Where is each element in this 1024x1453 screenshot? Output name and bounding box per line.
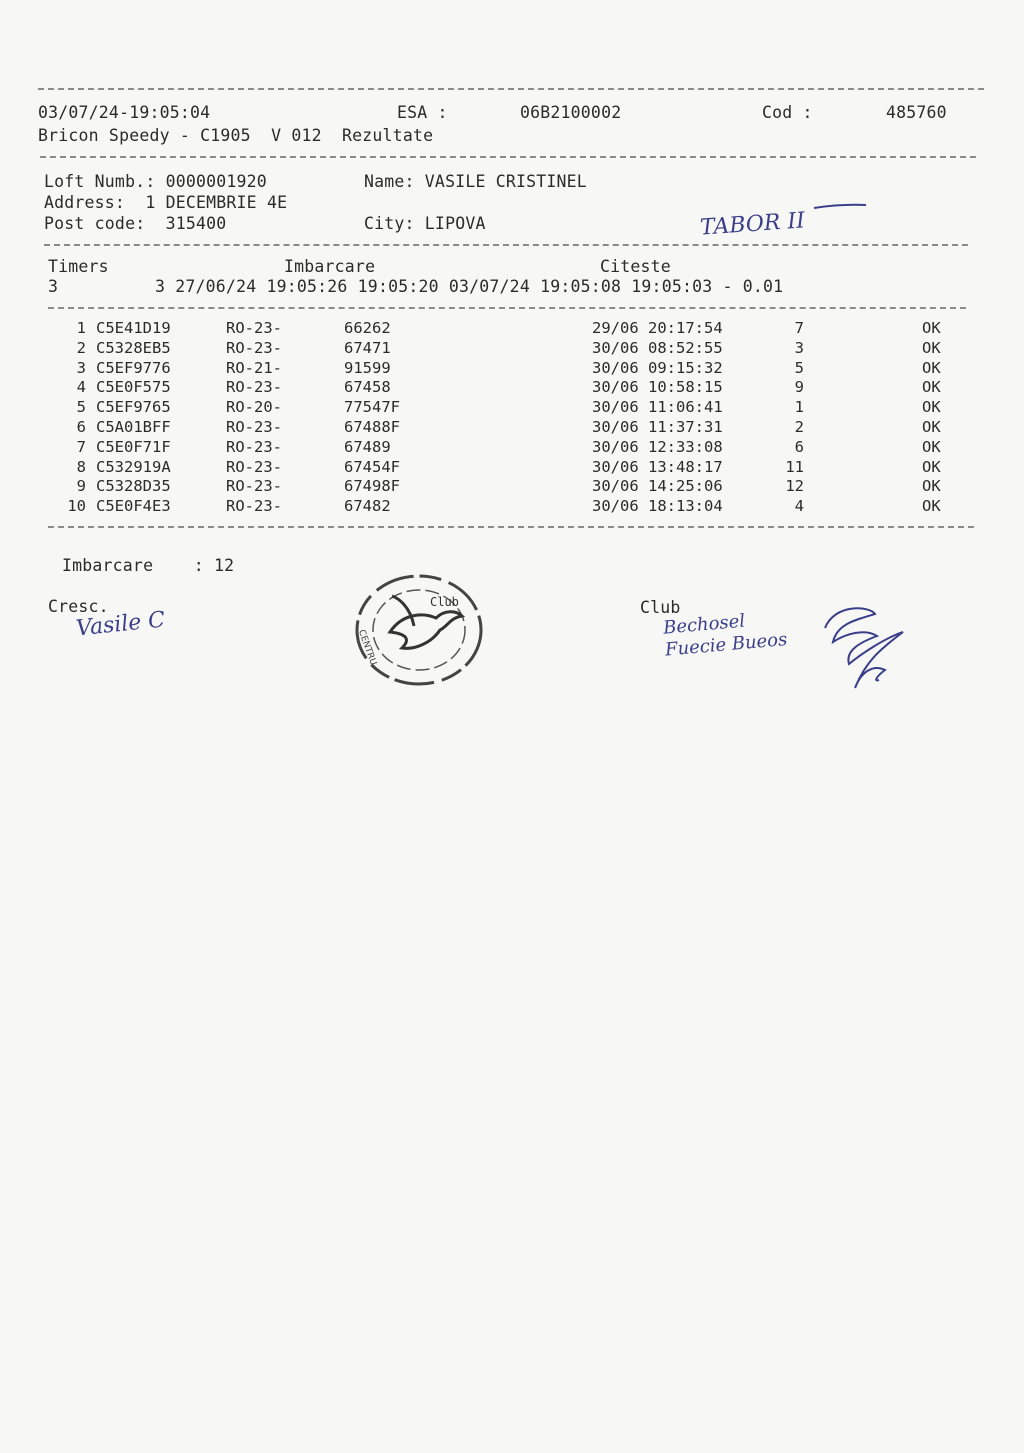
ring-prefix: RO-23- [226,338,282,357]
timers-label: Timers [48,257,109,276]
chip-id: C5EF9765 [96,398,171,417]
table-row [0,476,1024,496]
arrival-time: 30/06 10:58:15 [592,378,723,397]
divider [44,244,968,246]
status: OK [922,398,941,417]
table-row [0,377,1024,397]
position: 6 [794,437,804,456]
club-label: Club [640,598,681,617]
position: 2 [794,418,804,436]
chip-id: C5328D35 [96,477,171,496]
divider [38,88,984,90]
row-number: 4 [76,378,86,397]
status: OK [922,319,941,337]
imbarcare-label: Imbarcare [284,257,376,276]
row-number: 3 [76,358,86,377]
table-row [0,457,1024,477]
print-datetime: 03/07/24-19:05:04 [38,103,211,122]
arrival-time: 30/06 11:37:31 [592,418,723,436]
divider [48,526,974,528]
row-number: 2 [76,338,86,357]
imbarcare-total: Imbarcare : 12 [62,556,235,575]
arrival-time: 29/06 20:17:54 [592,319,723,337]
row-number: 10 [67,497,86,516]
divider [48,307,966,309]
table-row [0,496,1024,516]
chip-id: C5E41D19 [96,319,171,337]
ring-prefix: RO-21- [226,358,282,377]
arrival-time: 30/06 13:48:17 [592,457,723,476]
table-row [0,417,1024,437]
timers-count: 3 [48,277,59,296]
status: OK [922,358,941,377]
position: 7 [794,319,804,337]
status: OK [922,418,941,436]
position: 3 [794,338,804,357]
cod-label: Cod : [762,103,813,122]
ring-prefix: RO-23- [226,497,282,516]
status: OK [922,437,941,456]
device-line: Bricon Speedy - C1905 V 012 Rezultate [38,126,434,145]
position: 12 [785,477,804,496]
position: 5 [794,358,804,377]
timers-detail: 3 27/06/24 19:05:26 19:05:20 03/07/24 19:05:08 19:05:03 - 0.01 [155,277,784,296]
ring-number: 77547F [344,398,400,417]
arrival-time: 30/06 11:06:41 [592,398,723,417]
ring-number: 67482 [344,497,391,516]
status: OK [922,457,941,476]
ring-number: 91599 [344,358,391,377]
chip-id: C5E0F575 [96,378,171,397]
row-number: 7 [76,437,86,456]
position: 11 [785,457,804,476]
row-number: 8 [76,457,86,476]
chip-id: C532919A [96,457,171,476]
status: OK [922,338,941,357]
chip-id: C5E0F4E3 [96,497,171,516]
owner-name: Name: VASILE CRISTINEL [364,172,587,191]
ring-number: 66262 [344,319,391,337]
position: 9 [794,378,804,397]
ring-number: 67454F [344,457,400,476]
row-number: 6 [76,418,86,436]
stamp-ring-text: CENTRU [355,628,379,667]
ring-prefix: RO-23- [226,457,282,476]
citeste-label: Citeste [600,257,671,276]
ring-prefix: RO-23- [226,319,282,337]
esa-value: 06B2100002 [520,103,622,122]
status: OK [922,477,941,496]
row-number: 1 [76,319,86,337]
chip-id: C5E0F71F [96,437,171,456]
club-signatures: Bechosel Fuecie Bueos [662,610,789,661]
city: City: LIPOVA [364,214,486,233]
row-number: 5 [76,398,86,417]
table-row [0,358,1024,378]
cod-value: 485760 [886,103,947,122]
table-row [0,437,1024,457]
arrival-time: 30/06 12:33:08 [592,437,723,456]
status: OK [922,497,941,516]
table-row [0,318,1024,338]
position: 4 [794,497,804,516]
table-row [0,338,1024,358]
cresc-signature: Vasile C [74,607,167,642]
ring-prefix: RO-23- [226,378,282,397]
arrival-time: 30/06 08:52:55 [592,338,723,357]
ring-number: 67458 [344,378,391,397]
divider [40,156,976,158]
post-code: Post code: 315400 [44,214,227,233]
esa-label: ESA : [397,103,448,122]
ring-prefix: RO-23- [226,477,282,496]
row-number: 9 [76,477,86,496]
stamp-center-text: Club [430,595,459,609]
arrival-time: 30/06 09:15:32 [592,358,723,377]
club-stamp [352,570,486,690]
signature-scribble [815,598,910,696]
table-row [0,397,1024,417]
ring-number: 67471 [344,338,391,357]
ring-number: 67498F [344,477,400,496]
arrival-time: 30/06 14:25:06 [592,477,723,496]
chip-id: C5328EB5 [96,338,171,357]
arrival-time: 30/06 18:13:04 [592,497,723,516]
ring-prefix: RO-23- [226,418,282,436]
position: 1 [794,398,804,417]
ring-prefix: RO-23- [226,437,282,456]
note-underline [810,200,870,212]
cresc-label: Cresc. [48,597,109,616]
chip-id: C5EF9776 [96,358,171,377]
ring-number: 67488F [344,418,400,436]
chip-id: C5A01BFF [96,418,171,436]
address: Address: 1 DECEMBRIE 4E [44,193,288,212]
ring-prefix: RO-20- [226,398,282,417]
status: OK [922,378,941,397]
handwritten-note: TABOR II [699,208,806,241]
loft-number: Loft Numb.: 0000001920 [44,172,267,191]
ring-number: 67489 [344,437,391,456]
